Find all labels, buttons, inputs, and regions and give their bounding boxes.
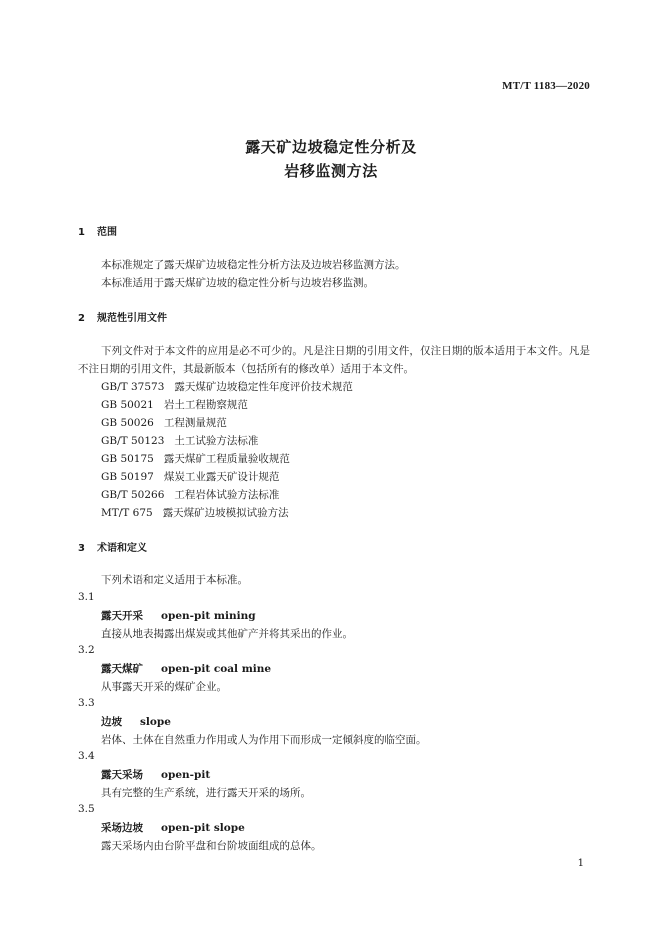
doc-title-line2: 岩移监测方法 (284, 162, 378, 180)
term-en: open-pit mining (161, 610, 256, 622)
term-en: open-pit (161, 769, 211, 781)
terms-intro: 下列术语和定义适用于本标准。 (101, 574, 248, 586)
term-heading (101, 661, 271, 676)
reference-name: 工程岩体试验方法标准 (174, 489, 280, 501)
reference-item (101, 433, 258, 448)
reference-name: 煤炭工业露天矿设计规范 (163, 471, 280, 483)
term-definition: 露天采场内由台阶平盘和台阶坡面组成的总体。 (101, 840, 322, 852)
term-number: 3.3 (78, 697, 95, 709)
reference-name: 土工试验方法标准 (174, 435, 259, 447)
reference-code: GB 50175 (101, 453, 154, 465)
section-number: 1 (78, 227, 85, 238)
reference-item (101, 397, 248, 412)
term-heading (101, 714, 171, 729)
term-en: open-pit coal mine (161, 663, 272, 675)
section-heading-references (78, 309, 167, 324)
standard-code: MT/T 1183—2020 (502, 80, 590, 92)
reference-code: MT/T 675 (101, 507, 153, 519)
reference-item (101, 379, 353, 394)
reference-name: 露天煤矿工程质量验收规范 (163, 453, 290, 465)
reference-code: GB 50021 (101, 399, 154, 411)
scope-paragraph-2: 本标准适用于露天煤矿边坡的稳定性分析与边坡岩移监测。 (101, 277, 374, 289)
reference-name: 岩土工程勘察规范 (163, 399, 248, 411)
term-heading (101, 767, 210, 782)
term-en: open-pit slope (161, 822, 245, 834)
term-zh: 露天采场 (101, 769, 143, 781)
term-definition: 岩体、土体在自然重力作用或人为作用下而形成一定倾斜度的临空面。 (101, 734, 427, 746)
term-definition: 具有完整的生产系统，进行露天开采的场所。 (101, 787, 311, 799)
reference-name: 露天煤矿边坡稳定性年度评价技术规范 (174, 381, 353, 393)
reference-item (101, 415, 227, 430)
reference-code: GB 50026 (101, 417, 154, 429)
scope-paragraph-1: 本标准规定了露天煤矿边坡稳定性分析方法及边坡岩移监测方法。 (101, 259, 406, 271)
reference-code: GB/T 50123 (101, 435, 165, 447)
reference-item (101, 505, 289, 520)
term-heading (101, 820, 245, 835)
section-number: 2 (78, 313, 85, 324)
term-definition: 从事露天开采的煤矿企业。 (101, 681, 227, 693)
term-number: 3.5 (78, 803, 95, 815)
term-zh: 露天煤矿 (101, 663, 143, 675)
section-title: 规范性引用文件 (97, 313, 167, 324)
section-title: 术语和定义 (97, 543, 147, 554)
reference-code: GB 50197 (101, 471, 154, 483)
reference-name: 露天煤矿边坡模拟试验方法 (162, 507, 289, 519)
reference-item (101, 469, 279, 484)
reference-code: GB/T 50266 (101, 489, 165, 501)
term-number: 3.1 (78, 591, 95, 603)
doc-title-line1: 露天矿边坡稳定性分析及 (245, 138, 417, 156)
section-title: 范围 (97, 227, 117, 238)
section-heading-scope (78, 223, 117, 238)
term-number: 3.2 (78, 644, 95, 656)
term-en: slope (140, 716, 171, 728)
references-intro: 下列文件对于本文件的应用是必不可少的。凡是注日期的引用文件，仅注日期的版本适用于本文件。凡是不注日期的引用文件，其最新版本（包括所有的修改单）适用于本文件。 (78, 345, 590, 375)
page-number: 1 (577, 858, 584, 869)
section-heading-terms (78, 539, 147, 554)
reference-item (101, 451, 290, 466)
term-definition: 直接从地表揭露出煤炭或其他矿产并将其采出的作业。 (101, 628, 353, 640)
reference-name: 工程测量规范 (163, 417, 227, 429)
term-zh: 采场边坡 (101, 822, 143, 834)
reference-item (101, 487, 279, 502)
section-number: 3 (78, 543, 85, 554)
term-zh: 边坡 (101, 716, 122, 728)
term-number: 3.4 (78, 750, 95, 762)
term-zh: 露天开采 (101, 610, 143, 622)
term-heading (101, 608, 256, 623)
reference-code: GB/T 37573 (101, 381, 165, 393)
